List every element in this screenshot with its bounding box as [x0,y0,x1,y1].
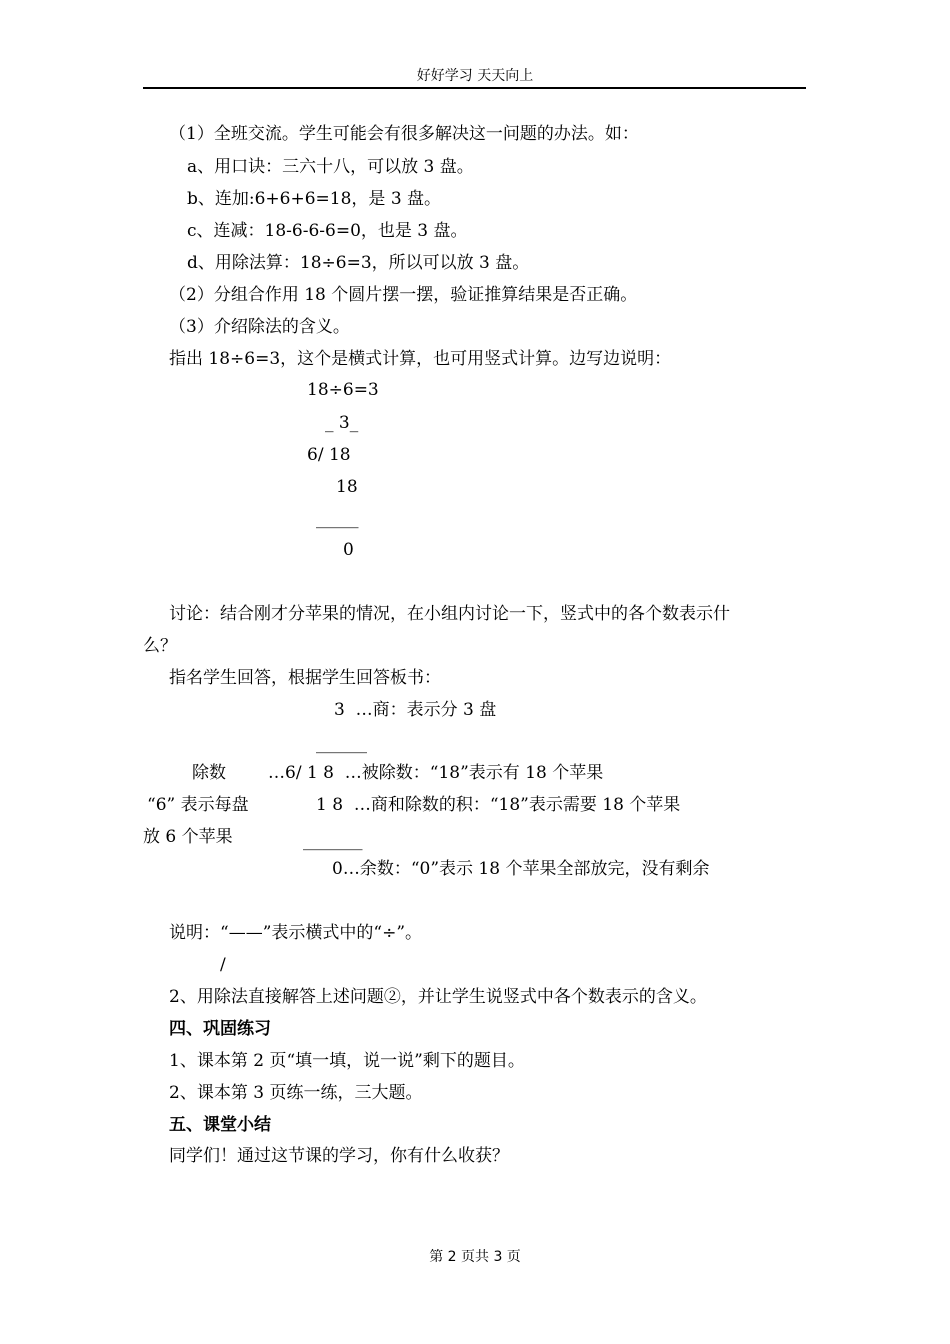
division-line: _____ [316,509,359,529]
board-line: _______ [303,831,363,851]
division-quotient: _ 3_ [325,413,359,433]
text-line: （3）介绍除法的含义。 [169,317,350,337]
header-rule [143,87,806,89]
board-label-apples: 放 6 个苹果 [143,827,233,847]
division-equation: 18÷6=3 [307,380,379,400]
text-line: b、连加:6+6+6=18，是 3 盘。 [187,189,442,209]
text-line: 指名学生回答，根据学生回答板书： [169,668,441,688]
board-label-six: “6” 表示每盘 [147,795,249,815]
section-heading: 五、课堂小结 [169,1115,271,1135]
text-line: （2）分组合作用 18 个圆片摆一摆，验证推算结果是否正确。 [169,285,638,305]
board-product: 1 8 …商和除数的积：“18”表示需要 18 个苹果 [316,795,681,815]
division-divisor-dividend: 6/ 18 [307,445,351,465]
page-header: 好好学习 天天向上 [416,68,534,84]
board-remainder: 0…余数：“0”表示 18 个苹果全部放完，没有剩余 [332,859,710,879]
page-footer: 第 2 页共 3 页 [429,1249,521,1265]
board-line: ______ [316,734,367,754]
text-line: 1、课本第 2 页“填一填，说一说”剩下的题目。 [169,1051,525,1071]
division-remainder: 0 [343,540,354,560]
division-product: 18 [336,477,358,497]
text-line: 2、用除法直接解答上述问题②，并让学生说竖式中各个数表示的含义。 [169,987,707,1007]
board-label-divisor: 除数 [192,763,226,783]
text-line: 2、课本第 3 页练一练，三大题。 [169,1083,423,1103]
text-line: 同学们！通过这节课的学习，你有什么收获？ [169,1146,509,1166]
text-line: / [220,955,226,975]
text-line: 说明：“——”表示横式中的“÷”。 [169,923,423,943]
text-line: 么？ [143,636,177,656]
text-line: 讨论：结合刚才分苹果的情况，在小组内讨论一下，竖式中的各个数表示什 [169,604,730,624]
text-line: d、用除法算：18÷6=3，所以可以放 3 盘。 [187,253,530,273]
text-line: （1）全班交流。学生可能会有很多解决这一问题的办法。如： [169,124,639,144]
board-dividend: …6/ 1 8 …被除数：“18”表示有 18 个苹果 [268,763,604,783]
text-line: 指出 18÷6=3，这个是横式计算，也可用竖式计算。边写边说明： [169,349,672,369]
board-quotient: 3 …商：表示分 3 盘 [334,700,497,720]
text-line: a、用口诀：三六十八，可以放 3 盘。 [187,157,474,177]
text-line: c、连减：18-6-6-6=0，也是 3 盘。 [187,221,468,241]
section-heading: 四、巩固练习 [169,1019,271,1039]
